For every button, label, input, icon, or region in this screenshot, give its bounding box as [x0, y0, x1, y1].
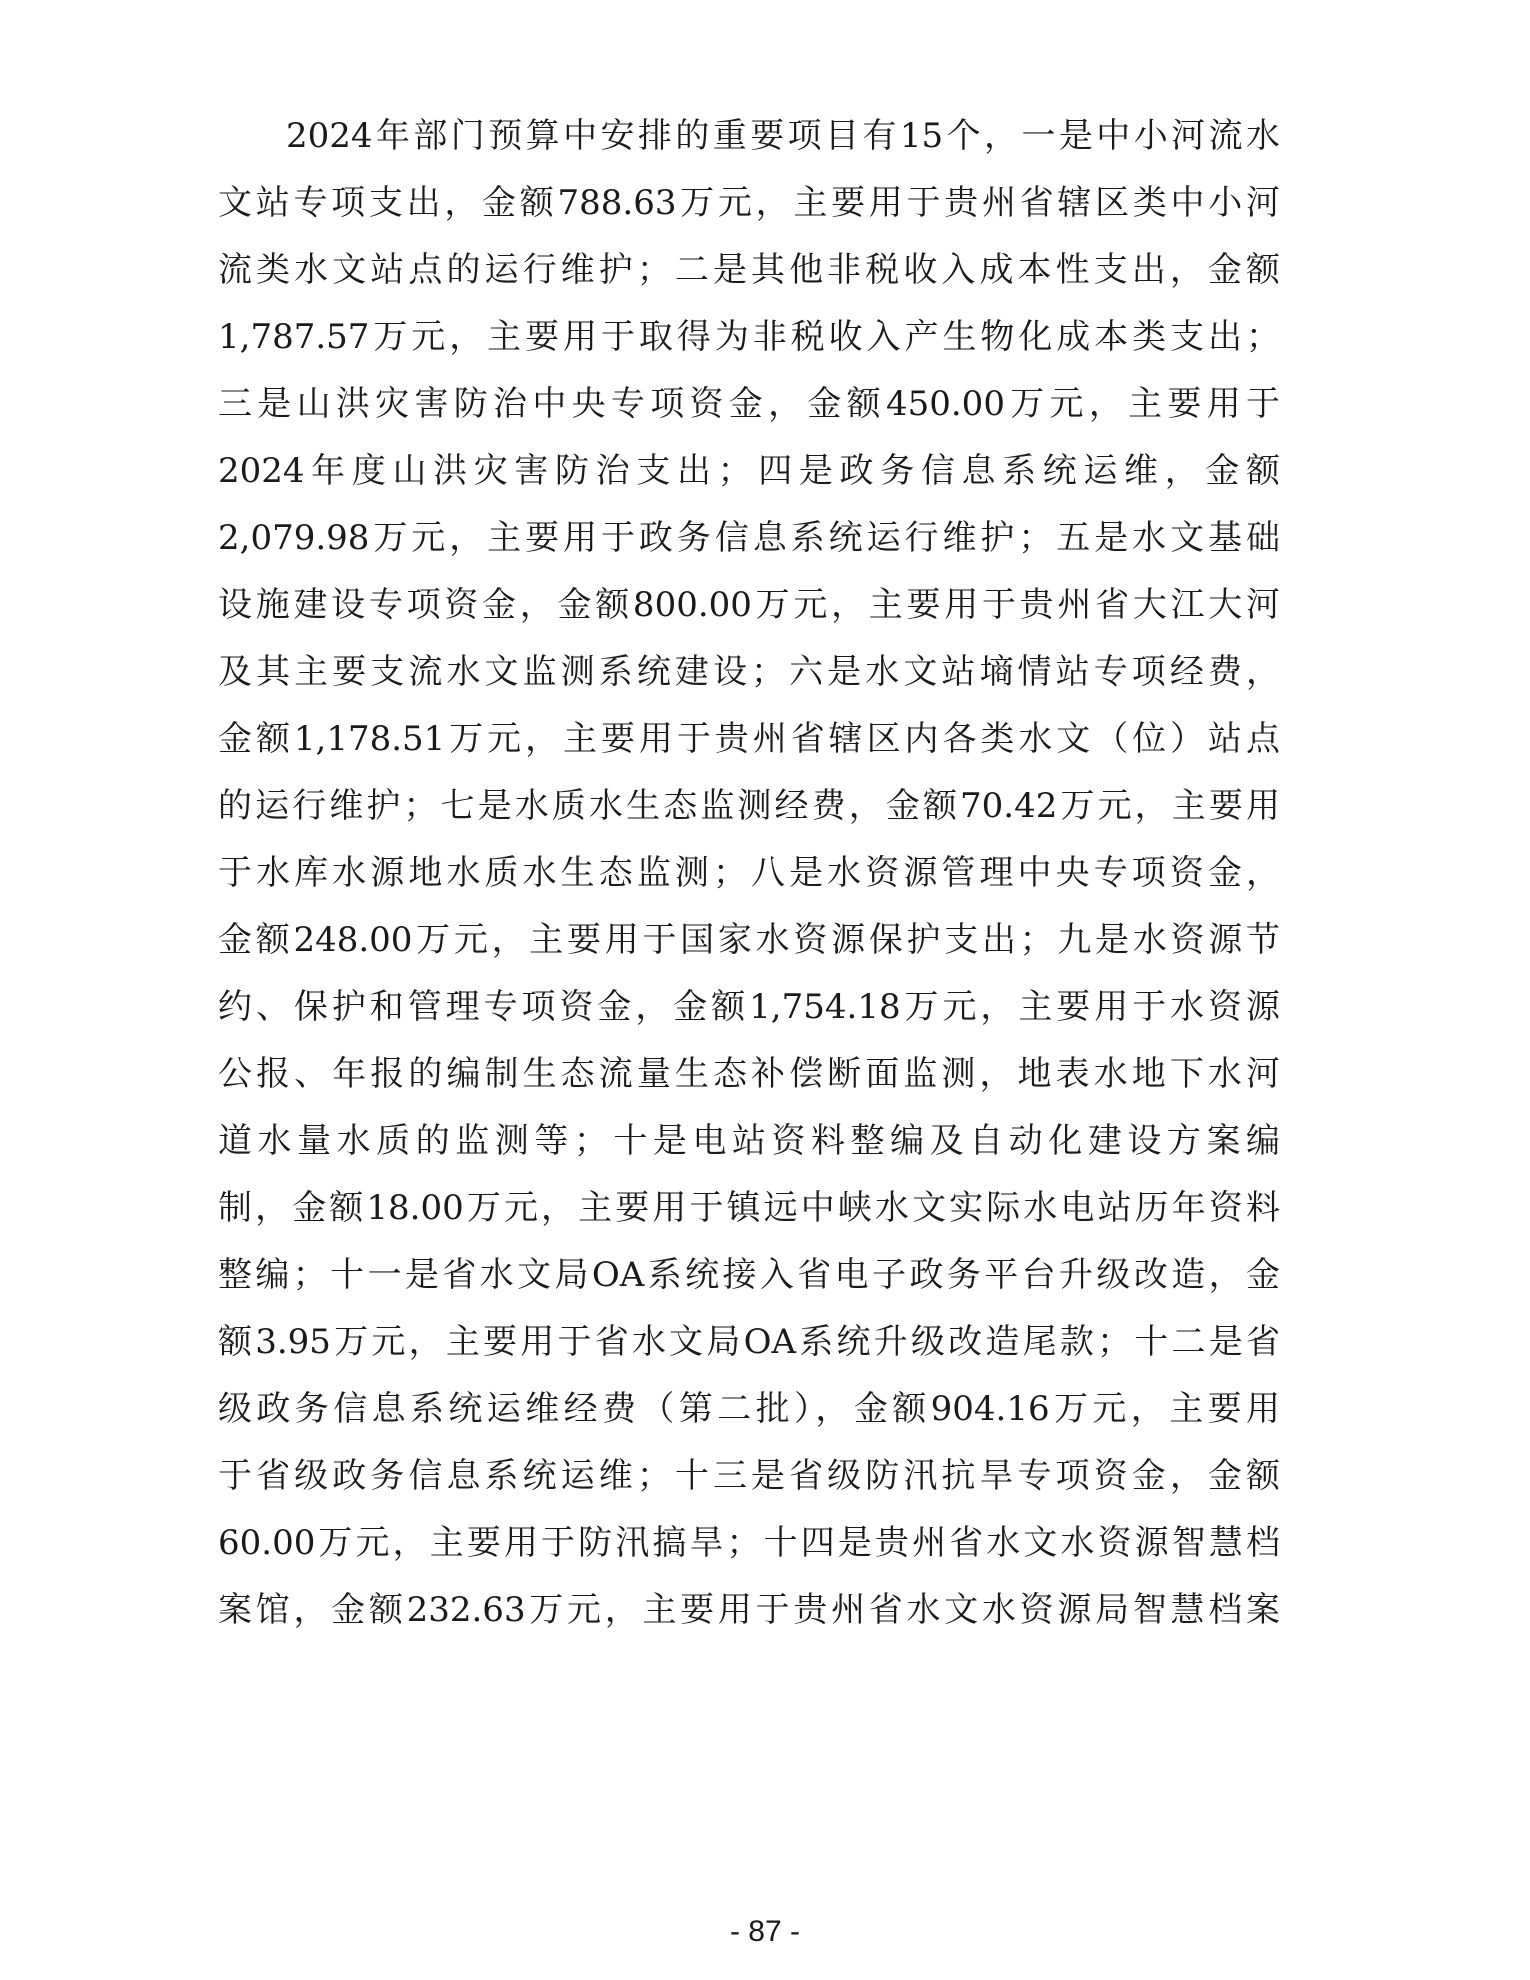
paragraph-line: 案馆，金额232.63万元，主要用于贵州省水文水资源局智慧档案: [218, 1590, 1280, 1630]
paragraph-line: 2,079.98万元，主要用于政务信息系统运行维护；五是水文基础: [218, 518, 1280, 558]
paragraph-line: 设施建设专项资金，金额800.00万元，主要用于贵州省大江大河: [218, 585, 1280, 625]
paragraph-line: 的运行维护；七是水质水生态监测经费，金额70.42万元，主要用: [218, 786, 1280, 826]
paragraph-line: 约、保护和管理专项资金，金额1,754.18万元，主要用于水资源: [218, 987, 1280, 1027]
paragraph-line: 额3.95万元，主要用于省水文局OA系统升级改造尾款；十二是省: [218, 1322, 1280, 1362]
paragraph-line: 三是山洪灾害防治中央专项资金，金额450.00万元，主要用于: [218, 384, 1280, 424]
page-number: - 87 -: [729, 1915, 801, 1948]
paragraph-line: 金额1,178.51万元，主要用于贵州省辖区内各类水文（位）站点: [218, 719, 1280, 759]
paragraph-line: 公报、年报的编制生态流量生态补偿断面监测，地表水地下水河: [218, 1054, 1280, 1094]
paragraph-line: 金额248.00万元，主要用于国家水资源保护支出；九是水资源节: [218, 920, 1280, 960]
paragraph-line: 道水量水质的监测等；十是电站资料整编及自动化建设方案编: [218, 1121, 1280, 1161]
body-paragraph: [218, 103, 1280, 1644]
paragraph-line: 整编；十一是省水文局OA系统接入省电子政务平台升级改造，金: [218, 1255, 1280, 1295]
paragraph-line: 2024年部门预算中安排的重要项目有15个，一是中小河流水: [286, 116, 1280, 156]
paragraph-line: 60.00万元，主要用于防汛搞旱；十四是贵州省水文水资源智慧档: [218, 1523, 1280, 1563]
paragraph-line: 流类水文站点的运行维护；二是其他非税收入成本性支出，金额: [218, 250, 1280, 290]
paragraph-line: 级政务信息系统运维经费（第二批），金额904.16万元，主要用: [218, 1389, 1280, 1429]
paragraph-line: 1,787.57万元，主要用于取得为非税收入产生物化成本类支出；: [218, 317, 1280, 357]
paragraph-line: 文站专项支出，金额788.63万元，主要用于贵州省辖区类中小河: [218, 183, 1280, 223]
paragraph-line: 2024年度山洪灾害防治支出；四是政务信息系统运维，金额: [218, 451, 1280, 491]
paragraph-line: 制，金额18.00万元，主要用于镇远中峡水文实际水电站历年资料: [218, 1188, 1280, 1228]
paragraph-line: 于省级政务信息系统运维；十三是省级防汛抗旱专项资金，金额: [218, 1456, 1280, 1496]
paragraph-line: 于水库水源地水质水生态监测；八是水资源管理中央专项资金，: [218, 853, 1280, 893]
paragraph-line: 及其主要支流水文监测系统建设；六是水文站墒情站专项经费，: [218, 652, 1280, 692]
